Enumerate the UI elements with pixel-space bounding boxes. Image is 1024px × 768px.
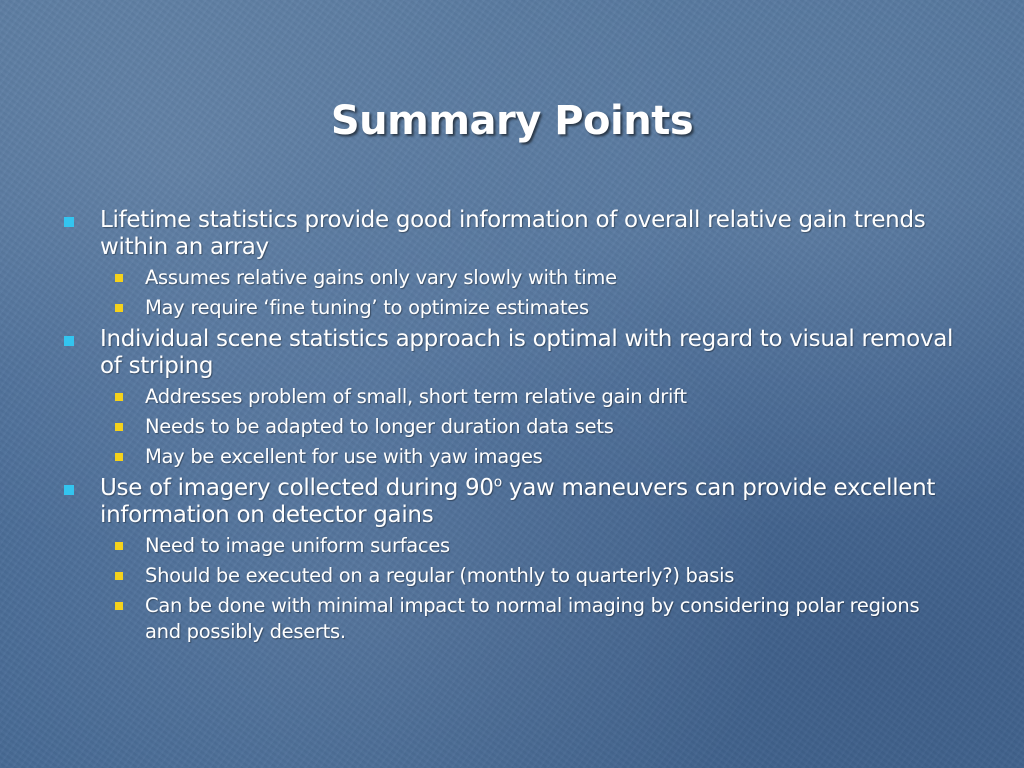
sub-bullet-item <box>60 563 960 589</box>
bullet-item <box>60 207 960 261</box>
sub-bullet-item <box>60 295 960 321</box>
bullet-item <box>60 475 960 529</box>
square-bullet-icon <box>115 602 123 610</box>
bullet-text-part: yaw maneuvers can provide excellent information on detector gains <box>100 475 936 528</box>
bullet-text: Lifetime statistics provide good information of overall relative gain trends within an array <box>100 207 926 260</box>
sub-bullet-text: Can be done with minimal impact to normal imaging by considering polar regions and possibly deserts. <box>145 594 920 643</box>
square-bullet-icon <box>115 572 123 580</box>
square-bullet-icon <box>115 423 123 431</box>
sub-bullet-text: Addresses problem of small, short term relative gain drift <box>145 385 687 408</box>
sub-bullet-item <box>60 593 960 645</box>
square-bullet-icon <box>64 336 74 346</box>
square-bullet-icon <box>115 393 123 401</box>
sub-bullet-text: Need to image uniform surfaces <box>145 534 450 557</box>
sub-bullet-text: Needs to be adapted to longer duration data sets <box>145 415 614 438</box>
square-bullet-icon <box>115 453 123 461</box>
square-bullet-icon <box>115 274 123 282</box>
sub-bullet-text: Should be executed on a regular (monthly to quarterly?) basis <box>145 564 735 587</box>
sub-bullet-item <box>60 265 960 291</box>
sub-bullet-item <box>60 533 960 559</box>
bullet-text-part: Use of imagery collected during 90 <box>100 475 494 501</box>
sub-bullet-text: Assumes relative gains only vary slowly with time <box>145 266 617 289</box>
degree-superscript: o <box>493 474 502 491</box>
square-bullet-icon <box>64 217 74 227</box>
sub-bullet-text: May be excellent for use with yaw images <box>145 445 543 468</box>
slide-title: Summary Points <box>330 98 694 144</box>
square-bullet-icon <box>64 485 74 495</box>
bullet-item <box>60 326 960 380</box>
sub-bullet-item <box>60 384 960 410</box>
sub-bullet-item <box>60 444 960 470</box>
sub-bullet-text: May require ‘fine tuning’ to optimize estimates <box>145 296 589 319</box>
square-bullet-icon <box>115 304 123 312</box>
sub-bullet-item <box>60 414 960 440</box>
bullet-text: Individual scene statistics approach is optimal with regard to visual removal of striping <box>100 326 954 379</box>
bullet-list <box>60 207 960 645</box>
square-bullet-icon <box>115 542 123 550</box>
